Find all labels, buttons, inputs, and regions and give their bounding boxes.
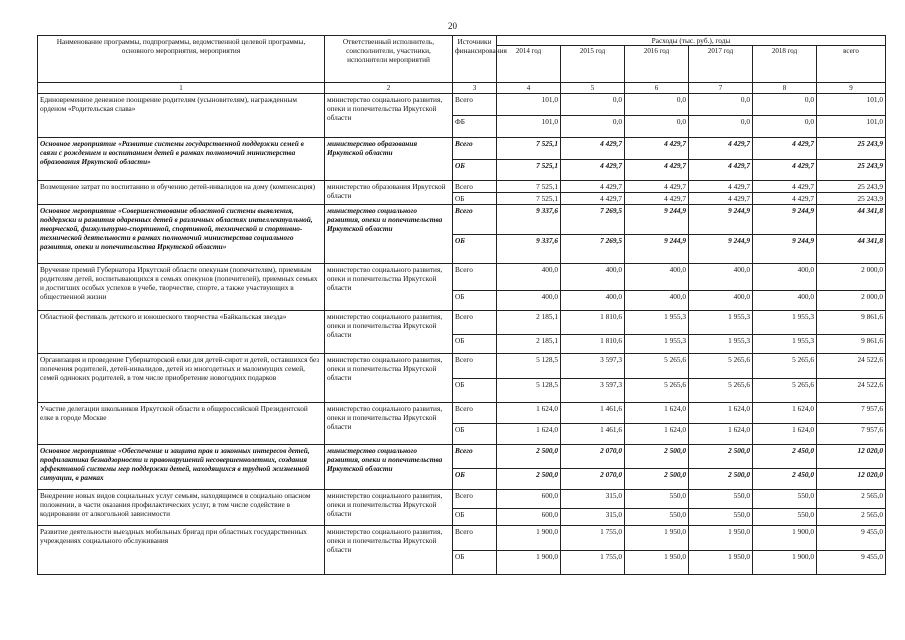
table-row [38,205,886,235]
row-year-value: 3 597,3 [561,379,625,403]
row-year-value: 9 337,6 [497,235,561,264]
row-total-value: 2 565,0 [817,490,886,509]
table-header [38,36,886,94]
row-year-value: 9 244,9 [689,235,753,264]
row-name: Основное мероприятие «Обеспечение и защита прав и законных интересов детей, профилактика безнадзорности и правонарушений несовершеннолетних, создания эффективной системы мер поддержки детей, находящихся в трудной жизненной ситуации, в рамках [38,445,325,490]
row-year-value: 5 128,5 [497,354,561,379]
row-executor: министерство социального развития, опеки и попечительства Иркутской области [325,94,453,138]
row-name: Развитие деятельности выездных мобильных бригад при областных государственных учреждениях социального обслуживания [38,526,325,575]
row-year-value: 4 429,7 [561,193,625,205]
row-source: ОБ [453,235,497,264]
row-year-value: 400,0 [689,291,753,311]
row-year-value: 5 128,5 [497,379,561,403]
row-year-value: 550,0 [689,490,753,509]
row-year-value: 2 500,0 [497,469,561,490]
column-number: 2 [325,83,453,94]
row-year-value: 1 810,6 [561,311,625,335]
row-year-value: 1 955,3 [625,335,689,354]
row-name: Участие делегации школьников Иркутской области в общероссийской Президентской елке в городе Москве [38,403,325,445]
row-total-value: 101,0 [817,116,886,138]
row-total-value: 2 000,0 [817,264,886,291]
row-year-value: 5 265,6 [625,379,689,403]
row-year-value: 400,0 [561,291,625,311]
row-year-value: 1 810,6 [561,335,625,354]
row-year-value: 4 429,7 [561,160,625,181]
row-source: ОБ [453,551,497,575]
row-source: ОБ [453,160,497,181]
row-year-value: 7 525,1 [497,160,561,181]
header-year: 2014 год [497,46,561,83]
row-year-value: 101,0 [497,116,561,138]
row-total-value: 25 243,9 [817,193,886,205]
row-source: ОБ [453,335,497,354]
row-executor: министерство социального развития, опеки и попечительства Иркутской области [325,490,453,526]
header-total: всего [817,46,886,83]
row-year-value: 1 900,0 [753,526,817,551]
row-year-value: 3 597,3 [561,354,625,379]
row-year-value: 7 525,1 [497,193,561,205]
row-year-value: 1 624,0 [497,424,561,445]
row-year-value: 400,0 [497,264,561,291]
header-name: Наименование программы, подпрограммы, ведомственной целевой программы, основного мероприятия, мероприятия [38,36,325,83]
row-year-value: 4 429,7 [625,138,689,160]
row-total-value: 25 243,9 [817,181,886,193]
row-source: Всего [453,264,497,291]
row-year-value: 1 624,0 [625,403,689,424]
table-body [38,94,886,575]
row-year-value: 550,0 [625,490,689,509]
column-number: 8 [753,83,817,94]
table-row [38,264,886,291]
row-executor: министерство социального развития, опеки и попечительства Иркутской области [325,445,453,490]
row-year-value: 0,0 [753,94,817,116]
header-year: 2017 год [689,46,753,83]
header-source: Источники финансирования [453,36,497,83]
row-year-value: 400,0 [753,264,817,291]
row-year-value: 4 429,7 [689,181,753,193]
row-executor: министерство социального развития, опеки и попечительства Иркутской области [325,354,453,403]
row-year-value: 1 461,6 [561,424,625,445]
row-total-value: 2 000,0 [817,291,886,311]
row-source: Всего [453,94,497,116]
row-year-value: 4 429,7 [753,193,817,205]
row-year-value: 9 337,6 [497,205,561,235]
row-total-value: 101,0 [817,94,886,116]
row-source: Всего [453,490,497,509]
row-total-value: 44 341,8 [817,205,886,235]
row-total-value: 9 861,6 [817,335,886,354]
row-year-value: 1 624,0 [689,424,753,445]
row-year-value: 2 500,0 [625,445,689,469]
row-year-value: 7 525,1 [497,138,561,160]
row-total-value: 25 243,9 [817,138,886,160]
row-year-value: 4 429,7 [689,160,753,181]
row-year-value: 1 900,0 [497,551,561,575]
row-total-value: 9 861,6 [817,311,886,335]
row-year-value: 315,0 [561,490,625,509]
row-year-value: 0,0 [561,94,625,116]
row-source: Всего [453,354,497,379]
row-total-value: 7 957,6 [817,403,886,424]
row-year-value: 2 500,0 [497,445,561,469]
row-total-value: 44 341,8 [817,235,886,264]
row-year-value: 1 624,0 [497,403,561,424]
row-year-value: 4 429,7 [689,138,753,160]
table-row [38,94,886,116]
row-executor: министерство социального развития, опеки и попечительства Иркутской области [325,526,453,575]
row-year-value: 4 429,7 [689,193,753,205]
row-source: Всего [453,138,497,160]
row-source: Всего [453,311,497,335]
row-name: Внедрение новых видов социальных услуг семьям, находящимся в социально опасном положении, в части оказания профилактических услуг, в том числе содействие в кодировании от алкогольной зависимости [38,490,325,526]
row-year-value: 1 955,3 [689,311,753,335]
header-executor: Ответственный исполнитель, соисполнители, участники, исполнители мероприятий [325,36,453,83]
row-executor: министерство социального развития, опеки и попечительства Иркутской области [325,311,453,354]
header-year: 2015 год [561,46,625,83]
row-year-value: 1 955,3 [753,311,817,335]
row-source: ОБ [453,379,497,403]
row-year-value: 2 500,0 [689,469,753,490]
row-year-value: 1 955,3 [689,335,753,354]
row-year-value: 1 955,3 [625,311,689,335]
row-year-value: 4 429,7 [561,138,625,160]
row-year-value: 4 429,7 [753,181,817,193]
row-source: ОБ [453,509,497,526]
row-year-value: 7 269,5 [561,235,625,264]
row-year-value: 2 500,0 [625,469,689,490]
row-source: ФБ [453,116,497,138]
row-year-value: 1 900,0 [497,526,561,551]
row-year-value: 101,0 [497,94,561,116]
row-year-value: 550,0 [689,509,753,526]
row-year-value: 1 755,0 [561,551,625,575]
row-year-value: 1 900,0 [753,551,817,575]
row-year-value: 1 950,0 [625,551,689,575]
row-year-value: 1 950,0 [689,526,753,551]
row-year-value: 400,0 [625,291,689,311]
table-row [38,311,886,335]
table-row [38,526,886,551]
row-year-value: 9 244,9 [625,235,689,264]
budget-table [37,35,886,575]
header-expenses: Расходы (тыс. руб.), годы [497,36,886,46]
column-number: 6 [625,83,689,94]
row-total-value: 2 565,0 [817,509,886,526]
row-year-value: 1 461,6 [561,403,625,424]
header-year: 2018 год [753,46,817,83]
column-number: 7 [689,83,753,94]
row-total-value: 12 020,0 [817,469,886,490]
row-year-value: 1 624,0 [689,403,753,424]
row-source: Всего [453,181,497,193]
column-number: 1 [38,83,325,94]
row-executor: министерство социального развития, опеки и попечительства Иркутской области [325,264,453,311]
row-year-value: 1 955,3 [753,335,817,354]
column-number: 5 [561,83,625,94]
column-number: 9 [817,83,886,94]
row-total-value: 7 957,6 [817,424,886,445]
row-year-value: 9 244,9 [753,205,817,235]
table-row [38,138,886,160]
row-year-value: 5 265,6 [753,354,817,379]
row-total-value: 9 455,0 [817,526,886,551]
row-year-value: 4 429,7 [625,181,689,193]
row-year-value: 0,0 [561,116,625,138]
row-year-value: 2 450,0 [753,445,817,469]
row-name: Вручение премий Губернатора Иркутской области опекунам (попечителям), приемным родителям детей, воспитывающихся в семьях опекунов (попечителей), приемных семьях и достигших особых успехов в учебе, творчестве, спорте, а также участвующих в общественной жизни [38,264,325,311]
table-row [38,490,886,509]
row-year-value: 400,0 [561,264,625,291]
row-total-value: 24 522,6 [817,354,886,379]
table-row [38,354,886,379]
row-year-value: 400,0 [753,291,817,311]
row-name: Организация и проведение Губернаторской елки для детей-сирот и детей, оставшихся без попечения родителей, детей-инвалидов, детей из многодетных и малоимущих семей, семей одиноких родителей, в том числе приобретение новогодних подарков [38,354,325,403]
row-year-value: 4 429,7 [625,193,689,205]
row-name: Основное мероприятие «Совершенствование областной системы выявления, поддержки и развития одаренных детей в различных областях интеллектуальной, творческой, физкультурно-спортивной, спортивной, технической и спортивно-технической деятельности в рамках полномочий министерства социального развития, опеки и попечительства Иркутской области» [38,205,325,264]
row-executor: министерство образования Иркутской области [325,138,453,181]
row-name: Областной фестиваль детского и юношеского творчества «Байкальская звезда» [38,311,325,354]
row-executor: министерство социального развития, опеки и попечительства Иркутской области [325,403,453,445]
column-number: 3 [453,83,497,94]
row-total-value: 25 243,9 [817,160,886,181]
row-year-value: 1 624,0 [753,424,817,445]
row-year-value: 9 244,9 [625,205,689,235]
row-year-value: 4 429,7 [753,138,817,160]
row-year-value: 400,0 [689,264,753,291]
row-year-value: 1 755,0 [561,526,625,551]
row-year-value: 5 265,6 [625,354,689,379]
row-name: Единовременное денежное поощрение родителям (усыновителям), награжденным орденом «Родительская слава» [38,94,325,138]
row-source: ОБ [453,469,497,490]
row-year-value: 2 450,0 [753,469,817,490]
row-year-value: 2 070,0 [561,469,625,490]
row-name: Возмещение затрат по воспитанию и обучению детей-инвалидов на дому (компенсация) [38,181,325,205]
row-source: Всего [453,526,497,551]
table-row [38,403,886,424]
row-year-value: 400,0 [497,291,561,311]
header-year: 2016 год [625,46,689,83]
row-year-value: 2 070,0 [561,445,625,469]
row-source: Всего [453,403,497,424]
row-year-value: 7 525,1 [497,181,561,193]
row-year-value: 0,0 [689,116,753,138]
column-number: 4 [497,83,561,94]
row-year-value: 600,0 [497,509,561,526]
row-year-value: 4 429,7 [753,160,817,181]
row-year-value: 400,0 [625,264,689,291]
row-name: Основное мероприятие «Развитие системы государственной поддержки семей в связи с рождением и воспитанием детей в рамках полномочий министерства образования Иркутской области» [38,138,325,181]
row-year-value: 550,0 [753,509,817,526]
row-total-value: 9 455,0 [817,551,886,575]
row-source: Всего [453,445,497,469]
row-executor: министерство образования Иркутской области [325,181,453,205]
table-row [38,445,886,469]
row-executor: министерство социального развития, опеки и попечительства Иркутской области [325,205,453,264]
row-source: ОБ [453,291,497,311]
row-year-value: 315,0 [561,509,625,526]
row-total-value: 24 522,6 [817,379,886,403]
page-number: 20 [448,21,457,31]
row-year-value: 600,0 [497,490,561,509]
row-year-value: 550,0 [753,490,817,509]
row-year-value: 1 950,0 [625,526,689,551]
table-row [38,181,886,193]
row-year-value: 4 429,7 [561,181,625,193]
row-year-value: 550,0 [625,509,689,526]
row-year-value: 1 624,0 [625,424,689,445]
row-year-value: 0,0 [753,116,817,138]
row-year-value: 2 185,1 [497,335,561,354]
row-year-value: 0,0 [625,94,689,116]
row-year-value: 2 185,1 [497,311,561,335]
row-year-value: 7 269,5 [561,205,625,235]
row-year-value: 4 429,7 [625,160,689,181]
row-year-value: 1 624,0 [753,403,817,424]
row-source: Всего [453,205,497,235]
row-year-value: 1 950,0 [689,551,753,575]
row-year-value: 5 265,6 [689,354,753,379]
row-source: ОБ [453,193,497,205]
row-year-value: 0,0 [625,116,689,138]
row-source: ОБ [453,424,497,445]
row-year-value: 9 244,9 [689,205,753,235]
row-year-value: 5 265,6 [689,379,753,403]
row-year-value: 9 244,9 [753,235,817,264]
row-year-value: 5 265,6 [753,379,817,403]
row-year-value: 2 500,0 [689,445,753,469]
row-total-value: 12 020,0 [817,445,886,469]
row-year-value: 0,0 [689,94,753,116]
